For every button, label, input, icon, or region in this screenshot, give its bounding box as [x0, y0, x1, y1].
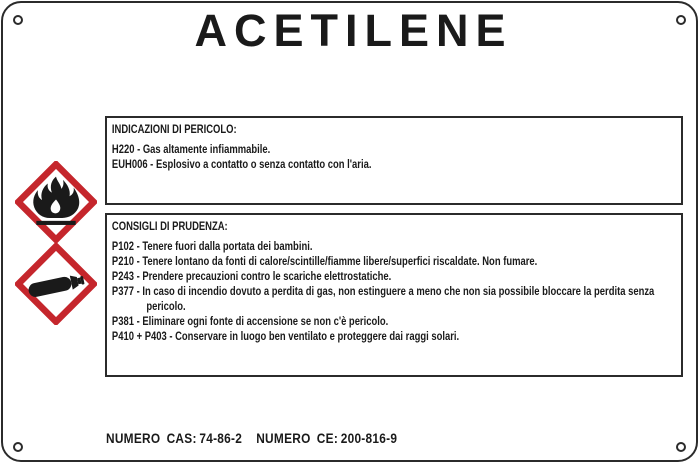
hazard-statement-h220: H220 - Gas altamente infiammabile. [111, 144, 271, 156]
precaution-statement-p410-p403: P410 + P403 - Conservare in luogo ben ventilato e proteggere dai raggi solari. [111, 331, 460, 343]
mounting-hole-bottom-left [13, 442, 23, 452]
ce-number-value: 200-816-9 [340, 431, 398, 446]
identification-numbers [106, 431, 397, 446]
page-title: ACETILENE [194, 5, 513, 56]
hazard-statements-box [105, 116, 683, 205]
hazard-box-header: INDICAZIONI DI PERICOLO: [111, 124, 237, 136]
precaution-statements-box [105, 213, 683, 377]
hazard-statement-euh006: EUH006 - Esplosivo a contatto o senza contatto con l'aria. [111, 159, 372, 171]
gas-cylinder-icon [15, 243, 97, 325]
cas-number-label: NUMERO CAS: [106, 431, 197, 446]
precaution-statement-p210: P210 - Tenere lontano da fonti di calore/scintille/fiamme libere/superfici riscaldate. Non fumare. [111, 256, 538, 268]
cas-number-value: 74-86-2 [199, 431, 243, 446]
mounting-hole-bottom-right [676, 442, 686, 452]
precaution-box-header: CONSIGLI DI PRUDENZA: [111, 221, 228, 233]
ce-number-label: NUMERO CE: [256, 431, 339, 446]
precaution-statement-p102: P102 - Tenere fuori dalla portata dei bambini. [111, 241, 313, 253]
precaution-statement-p381: P381 - Eliminare ogni fonte di accensione se non c'è pericolo. [111, 316, 389, 328]
flame-icon [15, 161, 97, 243]
precaution-statement-p243: P243 - Prendere precauzioni contro le scariche elettrostatiche. [111, 271, 392, 283]
ghs-pictogram-column [15, 161, 99, 325]
precaution-statement-p377: P377 - In caso di incendio dovuto a perdita di gas, non estinguere a meno che non sia possibile bloccare la perdita senza pericolo. [111, 286, 655, 313]
